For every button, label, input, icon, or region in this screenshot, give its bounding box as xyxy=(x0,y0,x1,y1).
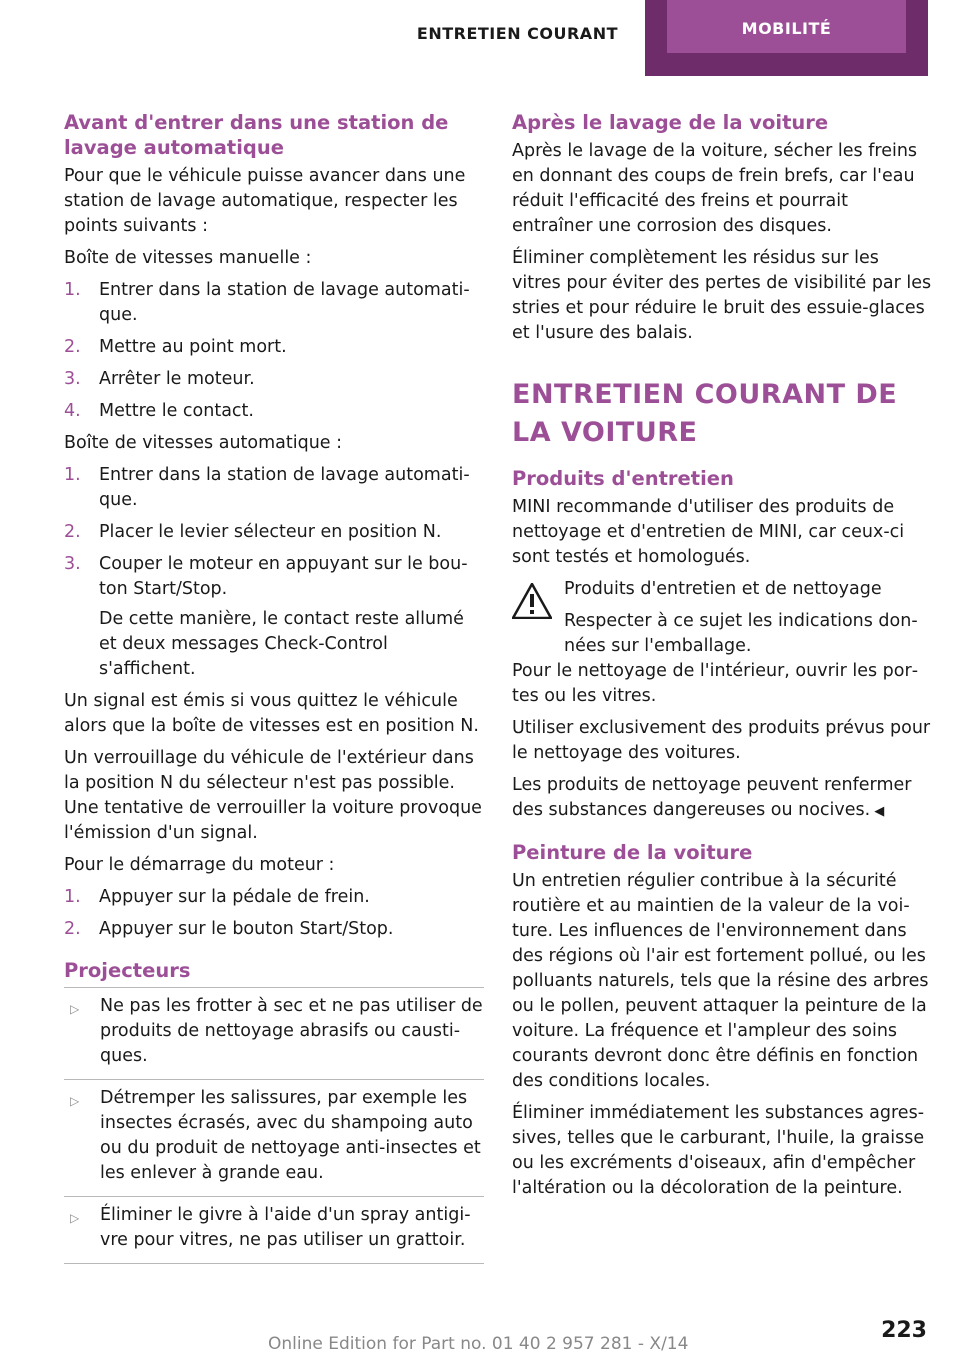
warning-text: Respecter à ce sujet les indications données sur l'emballage. xyxy=(564,611,918,656)
list-item: ▷ Ne pas les frotter à sec et ne pas utiliser de produits de nettoyage abrasifs ou caustiques. xyxy=(64,988,484,1080)
lock-paragraph: Un verrouillage du véhicule de l'extérieur dans la position N du sélecteur n'est pas possible. Une tentative de verrouiller la voiture provoque l'émission d'un signal. xyxy=(64,748,482,843)
products-paragraph-2: Pour le nettoyage de l'intérieur, ouvrir les portes ou les vitres. xyxy=(512,661,919,706)
paint-paragraph-2: Éliminer immédiatement les substances agressives, telles que le carburant, l'huile, la graisse ou les excréments d'oiseaux, afin d'empêcher l'altération ou la décoloration de la peinture. xyxy=(512,1103,925,1198)
header-chapter-tab xyxy=(645,0,928,76)
warning-triangle-icon xyxy=(512,583,552,619)
page-header xyxy=(0,0,960,78)
main-section-heading: ENTRETIEN COURANT DE LA VOITURE xyxy=(512,379,898,448)
list-item: 2. Placer le levier sélecteur en position N. xyxy=(64,522,442,542)
list-item: 3. Arrêter le moteur. xyxy=(64,369,255,389)
warning-block xyxy=(512,577,932,659)
page-footer xyxy=(0,1318,960,1358)
carwash-intro: Pour que le véhicule puisse avancer dans une station de lavage automatique, respecter les points suivants : xyxy=(64,166,466,236)
list-item: ▷ Détremper les salissures, par exemple les insectes écrasés, avec du shampoing auto ou du produit de nettoyage anti-insectes et les enlever à grande eau. xyxy=(64,1080,484,1197)
list-item: 2. Mettre au point mort. xyxy=(64,337,287,357)
list-item: 4. Mettre le contact. xyxy=(64,401,254,421)
after-wash-paragraph-1: Après le lavage de la voiture, sécher les freins en donnant des coups de frein brefs, car l'eau réduit l'efficacité des freins et pourrait entraîner une corrosion des disques. xyxy=(512,141,918,236)
paint-heading: Peinture de la voiture xyxy=(512,841,753,864)
automatic-steps-list xyxy=(64,463,484,682)
list-item: 1. Entrer dans la station de lavage automatique. xyxy=(64,280,470,325)
edition-footer-text: Online Edition for Part no. 01 40 2 957 281 - X/14 xyxy=(268,1334,689,1354)
products-heading: Produits d'entretien xyxy=(512,467,734,490)
step-note: De cette manière, le contact reste allumé et deux messages Check-Control s'affichent. xyxy=(99,609,464,679)
header-chapter-label: MOBILITÉ xyxy=(667,0,906,53)
carwash-heading: Avant d'entrer dans une station de lavage automatique xyxy=(64,111,449,159)
list-item: 1. Entrer dans la station de lavage automatique. xyxy=(64,465,470,510)
page-number: 223 xyxy=(881,1318,927,1343)
automatic-gearbox-label: Boîte de vitesses automatique : xyxy=(64,433,343,453)
start-steps-list xyxy=(64,885,484,942)
products-paragraph-3: Utiliser exclusivement des produits prévus pour le nettoyage des voitures. xyxy=(512,718,931,763)
warning-title: Produits d'entretien et de nettoyage xyxy=(564,579,882,599)
after-wash-paragraph-2: Éliminer complètement les résidus sur les vitres pour éviter des pertes de visibilité par les stries et pour réduire le bruit des essuie-glaces et l'usure des balais. xyxy=(512,248,932,343)
manual-gearbox-label: Boîte de vitesses manuelle : xyxy=(64,248,312,268)
projectors-heading: Projecteurs xyxy=(64,959,191,982)
triangle-bullet-icon: ▷ xyxy=(70,1002,80,1016)
right-column xyxy=(512,110,932,1208)
list-item: ▷ Éliminer le givre à l'aide d'un spray antigivre pour vitres, ne pas utiliser un grattoir. xyxy=(64,1197,484,1264)
list-item: 1. Appuyer sur la pédale de frein. xyxy=(64,887,370,907)
signal-paragraph: Un signal est émis si vous quittez le véhicule alors que la boîte de vitesses est en position N. xyxy=(64,691,479,736)
triangle-bullet-icon: ▷ xyxy=(70,1094,80,1108)
triangle-bullet-icon: ▷ xyxy=(70,1211,80,1225)
list-item: 2. Appuyer sur le bouton Start/Stop. xyxy=(64,919,394,939)
list-item: 3. Couper le moteur en appuyant sur le bouton Start/Stop. De cette manière, le contact reste allumé et deux messages Check-Control s'affichent. xyxy=(64,552,484,682)
projectors-list xyxy=(64,987,484,1264)
end-of-warning-icon: ◀ xyxy=(874,804,885,819)
manual-steps-list xyxy=(64,278,484,424)
products-paragraph-1: MINI recommande d'utiliser des produits de nettoyage et d'entretien de MINI, car ceux-ci sont testés et homologués. xyxy=(512,497,905,567)
paint-paragraph-1: Un entretien régulier contribue à la sécurité routière et au maintien de la valeur de la voiture. Les influences de l'environnement dans des régions où l'air est fortement pollué, ou les polluants naturels, tels que la résine des arbres ou le pollen, peuvent attaquer la peinture de la voiture. La fréquence et l'ampleur des soins courants devront donc être définis en fonction des conditions locales. xyxy=(512,871,929,1091)
left-column xyxy=(64,110,484,1264)
header-section-title: ENTRETIEN COURANT xyxy=(416,24,618,43)
after-wash-heading: Après le lavage de la voiture xyxy=(512,111,829,134)
engine-start-label: Pour le démarrage du moteur : xyxy=(64,855,335,875)
products-paragraph-4: Les produits de nettoyage peuvent renfermer des substances dangereuses ou nocives. ◀ xyxy=(512,775,912,820)
